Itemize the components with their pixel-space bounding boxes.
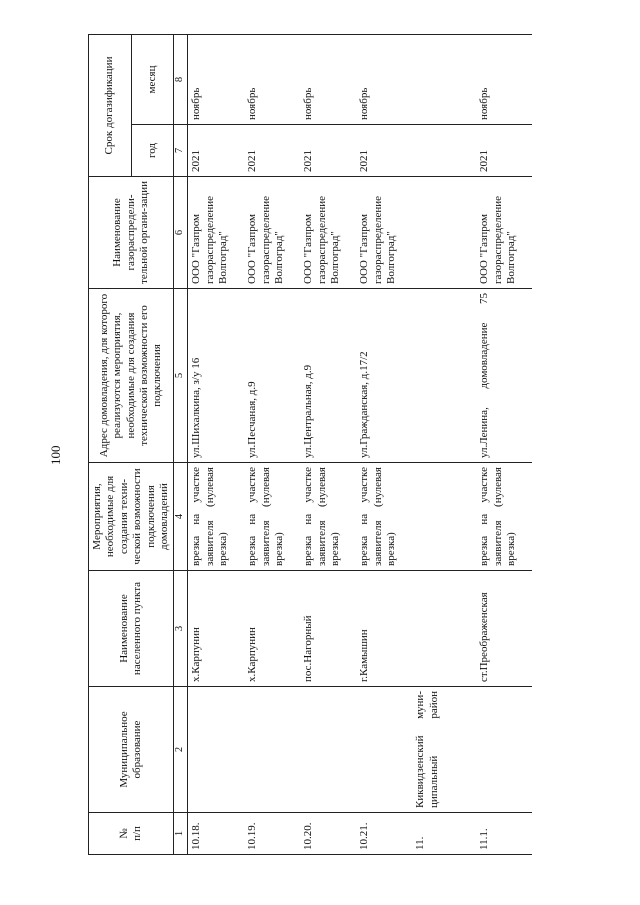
column-index: 1 xyxy=(174,813,188,855)
cell-municipality xyxy=(188,687,245,813)
table-header-row xyxy=(89,34,132,854)
cell-month: ноябрь xyxy=(300,34,356,124)
cell-month xyxy=(412,34,476,124)
cell-municipality xyxy=(476,687,532,813)
table-row-section xyxy=(412,34,476,854)
cell-measures: врезка на участке заявителя (нулевая врезка) xyxy=(244,463,300,571)
cell-year: 2021 xyxy=(476,125,532,177)
column-index: 3 xyxy=(174,571,188,687)
gasification-table xyxy=(88,34,532,855)
table-row xyxy=(244,34,300,854)
cell-settlement: пос.Нагорный xyxy=(300,571,356,687)
cell-settlement: х.Карпунин xyxy=(244,571,300,687)
header-settlement: Наименование населенного пункта xyxy=(89,571,174,687)
column-index-row xyxy=(174,34,188,854)
cell-month: ноябрь xyxy=(476,34,532,124)
cell-org: ООО "Газпром газораспределение Волгоград" xyxy=(244,177,300,289)
cell-year: 2021 xyxy=(300,125,356,177)
header-num: № п/п xyxy=(89,813,174,855)
cell-municipality xyxy=(244,687,300,813)
cell-address xyxy=(412,289,476,463)
cell-measures: врезка на участке заявителя (нулевая врезка) xyxy=(476,463,532,571)
cell-year: 2021 xyxy=(188,125,245,177)
column-index: 2 xyxy=(174,687,188,813)
cell-municipality xyxy=(356,687,412,813)
cell-org xyxy=(412,177,476,289)
cell-settlement xyxy=(412,571,476,687)
cell-num: 10.21. xyxy=(356,813,412,855)
cell-settlement: ст.Преображенская xyxy=(476,571,532,687)
table-row xyxy=(188,34,245,854)
header-municipality: Муниципальное образование xyxy=(89,687,174,813)
column-index: 8 xyxy=(174,34,188,124)
cell-measures: врезка на участке заявителя (нулевая врезка) xyxy=(356,463,412,571)
header-year: год xyxy=(131,125,174,177)
cell-municipality xyxy=(300,687,356,813)
column-index: 7 xyxy=(174,125,188,177)
header-deadline: Срок догазификации xyxy=(89,34,132,176)
cell-address: ул.Центральная, д.9 xyxy=(300,289,356,463)
cell-num: 10.18. xyxy=(188,813,245,855)
cell-municipality: Киквидзенский муни-ципальный район xyxy=(412,687,476,813)
cell-year: 2021 xyxy=(244,125,300,177)
header-org: Наименование газораспредели-тельной органи-зации xyxy=(89,177,174,289)
column-index: 4 xyxy=(174,463,188,571)
cell-measures: врезка на участке заявителя (нулевая врезка) xyxy=(300,463,356,571)
column-index: 5 xyxy=(174,289,188,463)
cell-org: ООО "Газпром газораспределение Волгоград" xyxy=(356,177,412,289)
cell-address: ул.Гражданская, д.17/2 xyxy=(356,289,412,463)
cell-address: ул.Песчаная, д.9 xyxy=(244,289,300,463)
cell-num: 11. xyxy=(412,813,476,855)
cell-num: 11.1. xyxy=(476,813,532,855)
column-index: 6 xyxy=(174,177,188,289)
cell-org: ООО "Газпром газораспределение Волгоград" xyxy=(300,177,356,289)
cell-org: ООО "Газпром газораспределение Волгоград" xyxy=(188,177,245,289)
cell-month: ноябрь xyxy=(244,34,300,124)
cell-month: ноябрь xyxy=(188,34,245,124)
cell-year xyxy=(412,125,476,177)
cell-address: ул.Ленина, домовладение 75 xyxy=(476,289,532,463)
cell-settlement: х.Карпунин xyxy=(188,571,245,687)
cell-num: 10.19. xyxy=(244,813,300,855)
cell-measures: врезка на участке заявителя (нулевая врезка) xyxy=(188,463,245,571)
table-row xyxy=(356,34,412,854)
cell-address: ул.Шихалкина, з/у 16 xyxy=(188,289,245,463)
header-address: Адрес домовладения, для которого реализуются мероприятия, необходимые для создания технической возможности его подключения xyxy=(89,289,174,463)
cell-year: 2021 xyxy=(356,125,412,177)
table-row xyxy=(300,34,356,854)
table-row xyxy=(476,34,532,854)
page-number: 100 xyxy=(48,445,63,465)
header-measures: Мероприятия, необходимые для создания техни-ческой возможности подключения домовладений xyxy=(89,463,174,571)
cell-num: 10.20. xyxy=(300,813,356,855)
header-month: месяц xyxy=(131,34,174,124)
cell-measures xyxy=(412,463,476,571)
cell-month: ноябрь xyxy=(356,34,412,124)
cell-settlement: г.Камышин xyxy=(356,571,412,687)
cell-org: ООО "Газпром газораспределение Волгоград" xyxy=(476,177,532,289)
